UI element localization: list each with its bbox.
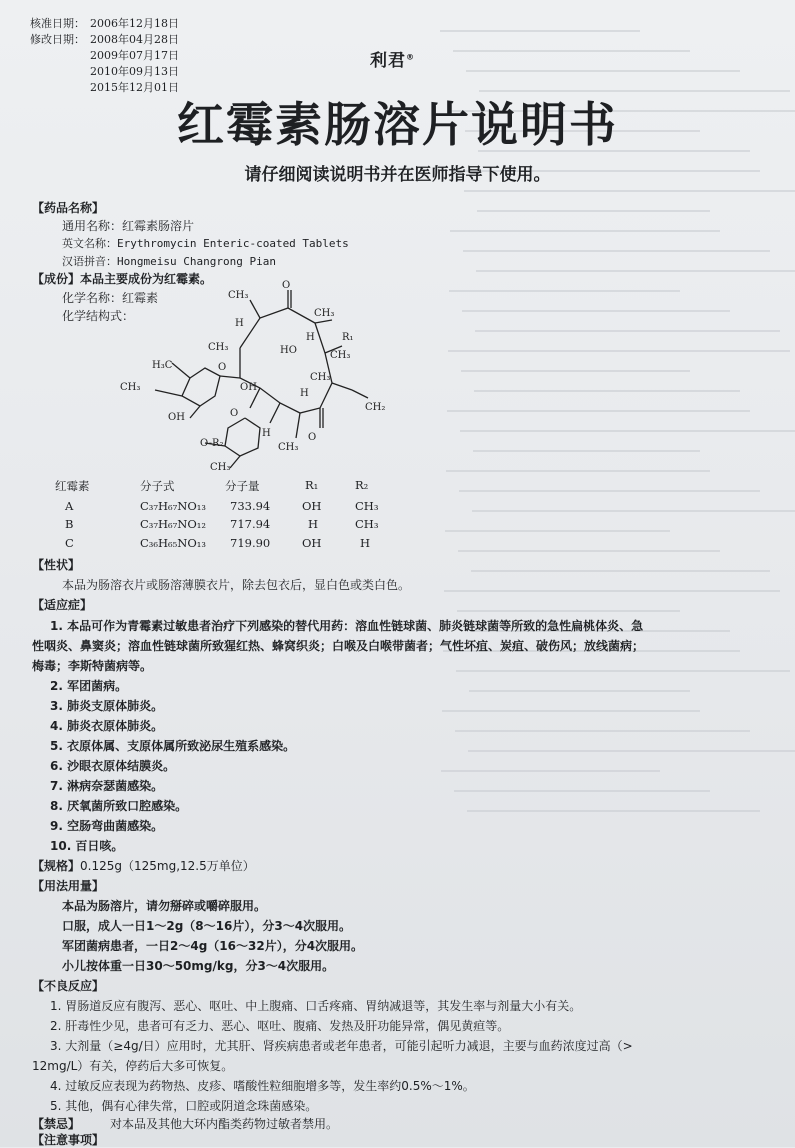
character-heading: 【性状】 [32,558,81,572]
adverse-item: 3. 大剂量（≥4g/日）应用时，尤其肝、肾疾病患者或老年患者，可能引起听力减退，主要与血药浓度过高（> [50,1039,633,1053]
column-header: 红霉素 [55,479,90,493]
indication-item: 10. 百日咳。 [50,839,124,853]
composition-heading: 【成份】 [32,272,81,286]
cell: OH [302,536,322,550]
cell: OH [302,499,322,513]
bleed-line [458,550,720,552]
brand-name: 利君 [370,51,406,71]
precautions-heading: 【注意事项】 [32,1133,105,1147]
structure-atom: O [282,280,291,291]
cell: 717.94 [230,517,271,531]
pinyin-name: 汉语拼音：Hongmeisu Changrong Pian [62,255,276,268]
indication-item: 6. 沙眼衣原体结膜炎。 [50,759,176,773]
structure-atom: O [218,362,227,373]
cell: C [65,536,74,550]
structure-atom: CH₃ [210,462,231,473]
revised-date: 2008年04月28日 [90,33,179,46]
indication-item: 2. 军团菌病。 [50,679,128,693]
column-header: 分子量 [225,479,260,493]
cell: 733.94 [230,499,271,513]
indication-item-1-cont: 梅毒；李斯特菌病等。 [32,659,153,673]
approved-date: 2006年12月18日 [90,17,179,30]
contraindications-heading: 【禁忌】 [32,1117,81,1131]
structure-atom: O [308,432,317,443]
bleed-line [446,470,710,472]
bleed-line [467,810,760,812]
cell: CH₃ [355,499,379,513]
cell: B [65,517,74,531]
structure-atom: O-R₂ [200,438,224,449]
cell: C₃₆H₆₅NO₁₃ [140,536,206,550]
chemical-name: 化学名称：红霉素 [62,291,159,305]
structure-atom: CH₃ [314,308,335,319]
column-header: R₂ [355,478,369,492]
adverse-heading: 【不良反应】 [32,979,105,993]
structure-atom: H [300,388,309,399]
bleed-line [442,710,700,712]
structure-atom: CH₂ [365,402,386,413]
structure-atom: R₁ [342,332,354,343]
structure-atom: OH [240,382,257,393]
cell: C₃₇H₆₇NO₁₂ [140,517,206,531]
document-title: 红霉素肠溶片说明书 [177,98,618,153]
structure-atom: CH₃ [208,342,229,353]
structure-atom: H₃C [152,360,173,371]
indication-item: 3. 肺炎支原体肺炎。 [50,699,164,713]
bleed-line [440,30,640,32]
cell: 719.90 [230,536,271,550]
bleed-line [474,390,740,392]
indication-item: 7. 淋病奈瑟菌感染。 [50,779,164,793]
structure-atom: H [262,428,271,439]
bleed-line [463,250,770,252]
document-subtitle: 请仔细阅读说明书并在医师指导下使用。 [244,165,551,185]
registered-mark: ® [406,52,415,62]
composition-text: 本品主要成份为红霉素。 [80,272,213,286]
bleed-line [464,190,795,192]
bleed-line [441,770,660,772]
indications-heading: 【适应症】 [32,598,93,612]
adverse-item: 1. 胃肠道反应有腹泻、恶心、呕吐、中上腹痛、口舌疼痛、胃纳减退等，其发生率与剂量大小有关。 [50,999,582,1013]
indication-item: 9. 空肠弯曲菌感染。 [50,819,164,833]
cell: CH₃ [355,517,379,531]
bleed-line [477,210,710,212]
bleed-line [455,730,750,732]
structure-atom: H [235,318,244,329]
bleed-line [472,510,795,512]
approved-date-label: 核准日期： [30,17,85,30]
bleed-line [445,530,670,532]
revised-date: 2009年07月17日 [90,49,179,62]
adverse-item: 5. 其他，偶有心律失常，口腔或阴道念珠菌感染。 [50,1099,318,1113]
bleed-line [461,370,690,372]
structure-atom: CH₃ [330,350,351,361]
bleed-line [471,570,770,572]
structure-atom: CH₃ [310,372,331,383]
indication-item: 5. 衣原体属、支原体属所致泌尿生殖系感染。 [50,739,296,753]
structure-atom: CH₃ [228,290,249,301]
bleed-line [476,270,795,272]
structure-atom: HO [280,345,297,356]
structure-atom: H [306,332,315,343]
cell: H [360,536,371,550]
bleed-line [448,350,790,352]
bleed-line [457,610,680,612]
cell: C₃₇H₆₇NO₁₃ [140,499,206,513]
bleed-line [454,790,710,792]
revised-date: 2015年12月01日 [90,81,179,94]
adverse-item-cont: 12mg/L）有关，停药后大多可恢复。 [32,1059,234,1073]
chemical-structure-diagram [110,278,390,473]
english-name: 英文名称：Erythromycin Enteric-coated Tablets [62,237,349,250]
common-name: 通用名称：红霉素肠溶片 [62,219,195,233]
brand-logo [370,46,415,71]
indication-item-1-cont: 性咽炎、鼻窦炎；溶血性链球菌所致猩红热、蜂窝织炎；白喉及白喉带菌者；气性坏疽、炭疽、破伤风；放线菌病； [32,639,645,653]
bleed-line [447,410,750,412]
structure-atom: OH [168,412,185,423]
specification-text: 0.125g（125mg,12.5万单位） [80,859,255,873]
indication-item-1: 1. 本品可作为青霉素过敏患者治疗下列感染的替代用药：溶血性链球菌、肺炎链球菌等所致的急性扁桃体炎、急 [50,619,644,633]
drug-name-heading: 【药品名称】 [32,201,105,215]
bleed-line [473,450,700,452]
contraindications-text: 对本品及其他大环内酯类药物过敏者禁用。 [110,1117,339,1131]
dosage-heading: 【用法用量】 [32,879,105,893]
column-header: 分子式 [140,479,175,493]
indication-item: 8. 厌氧菌所致口腔感染。 [50,799,188,813]
bleed-line [468,750,795,752]
dosage-line: 口服，成人一日1～2g（8～16片），分3～4次服用。 [62,919,352,933]
revised-date-label: 修改日期： [30,33,85,46]
bleed-line [453,50,690,52]
specification-heading: 【规格】 [32,859,81,873]
bleed-line [449,290,680,292]
structure-label: 化学结构式： [62,309,135,323]
bleed-line [450,230,720,232]
bleed-line [469,690,690,692]
adverse-item: 4. 过敏反应表现为药物热、皮疹、嗜酸性粒细胞增多等，发生率约0.5%～1%。 [50,1079,475,1093]
bleed-line [444,590,780,592]
cell: H [308,517,319,531]
indication-item: 4. 肺炎衣原体肺炎。 [50,719,164,733]
adverse-item: 2. 肝毒性少见，患者可有乏力、恶心、呕吐、腹痛、发热及肝功能异常，偶见黄疸等。 [50,1019,510,1033]
bleed-line [456,670,790,672]
column-header: R₁ [305,478,319,492]
specification-section [32,857,255,874]
bleed-line [466,70,740,72]
cell: A [65,499,74,513]
bleed-line [460,430,795,432]
dosage-line: 军团菌病患者，一日2～4g（16～32片），分4次服用。 [62,939,364,953]
bleed-line [462,310,730,312]
structure-atom: O [230,408,239,419]
structure-atom: CH₃ [120,382,141,393]
dosage-line: 小儿按体重一日30～50mg/kg，分3～4次服用。 [62,959,335,973]
revised-date: 2010年09月13日 [90,65,179,78]
structure-atom: CH₃ [278,442,299,453]
revision-dates [30,16,179,96]
character-text: 本品为肠溶衣片或肠溶薄膜衣片，除去包衣后，显白色或类白色。 [62,578,411,592]
dosage-line: 本品为肠溶片，请勿掰碎或嚼碎服用。 [62,899,267,913]
bleed-line [475,330,780,332]
bleed-line [459,490,760,492]
